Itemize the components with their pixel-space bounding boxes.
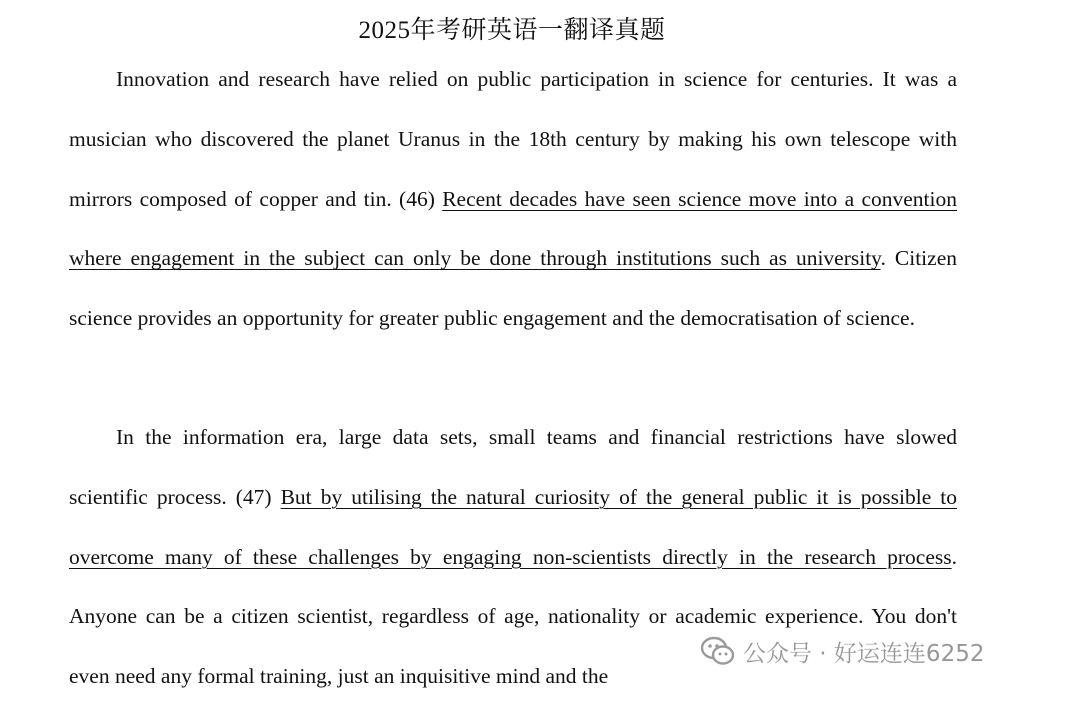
paragraph-1-text-end: . Citizen science provides an opportunity for greater public engagement and the democratisation of science. bbox=[69, 246, 957, 331]
paragraph-1-text: Innovation and research have relied on public participation in science for centuries. It was a musician who discovered the planet Uranus in the 18th century by making his own telescope with mirrors composed of copper and tin. (46) bbox=[69, 67, 957, 211]
watermark-text: 公众号 · 好运连连6252 bbox=[743, 640, 985, 667]
underlined-sentence-46: Recent decades have seen science move into a convention where engagement in the subject can only be done through institutions such as university bbox=[69, 186, 957, 271]
wechat-icon bbox=[701, 636, 735, 666]
paragraph-1 bbox=[69, 50, 957, 349]
underlined-sentence-47: But by utilising the natural curiosity of the general public it is possible to overcome many of these challenges by engaging non-scientists directly in the research process bbox=[69, 484, 957, 569]
paragraph-2-text-end: . Anyone can be a citizen scientist, regardless of age, nationality or academic experience. You don't even need any formal training, just an inquisitive mind and the bbox=[69, 544, 957, 689]
document-title: 2025年考研英语一翻译真题 bbox=[358, 17, 666, 44]
paragraph-2-text: In the information era, large data sets, small teams and financial restrictions have slowed scientific process. (47) bbox=[69, 425, 957, 509]
watermark bbox=[697, 632, 988, 670]
